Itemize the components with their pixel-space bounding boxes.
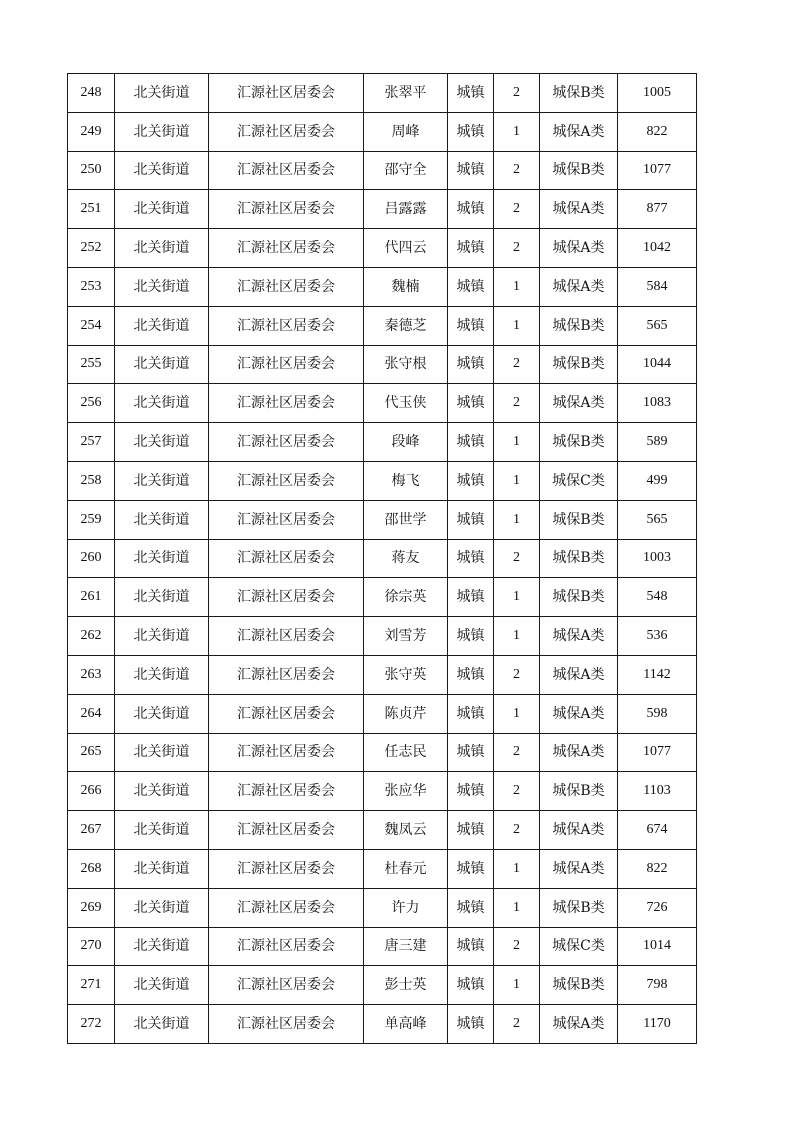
household-size-cell: 2 [494, 811, 540, 850]
row-index-cell: 269 [68, 888, 115, 927]
table-row [68, 229, 697, 268]
category-cell: 城保B类 [540, 423, 618, 462]
community-cell: 汇源社区居委会 [209, 500, 364, 539]
street-cell: 北关街道 [115, 461, 209, 500]
household-size-cell: 2 [494, 655, 540, 694]
row-index-cell: 258 [68, 461, 115, 500]
street-cell: 北关街道 [115, 190, 209, 229]
row-index-cell: 264 [68, 694, 115, 733]
category-cell: 城保B类 [540, 500, 618, 539]
person-name-cell: 许力 [364, 888, 448, 927]
category-cell: 城保A类 [540, 1005, 618, 1044]
row-index-cell: 265 [68, 733, 115, 772]
person-name-cell: 蒋友 [364, 539, 448, 578]
household-type-cell: 城镇 [448, 1005, 494, 1044]
table-row [68, 927, 697, 966]
category-cell: 城保A类 [540, 811, 618, 850]
person-name-cell: 张应华 [364, 772, 448, 811]
street-cell: 北关街道 [115, 74, 209, 113]
person-name-cell: 代四云 [364, 229, 448, 268]
street-cell: 北关街道 [115, 112, 209, 151]
person-name-cell: 徐宗英 [364, 578, 448, 617]
person-name-cell: 代玉侠 [364, 384, 448, 423]
community-cell: 汇源社区居委会 [209, 888, 364, 927]
table-row [68, 539, 697, 578]
category-cell: 城保C类 [540, 461, 618, 500]
household-type-cell: 城镇 [448, 539, 494, 578]
household-size-cell: 2 [494, 229, 540, 268]
household-size-cell: 2 [494, 190, 540, 229]
household-type-cell: 城镇 [448, 267, 494, 306]
category-cell: 城保A类 [540, 267, 618, 306]
community-cell: 汇源社区居委会 [209, 384, 364, 423]
category-cell: 城保B类 [540, 966, 618, 1005]
row-index-cell: 270 [68, 927, 115, 966]
street-cell: 北关街道 [115, 539, 209, 578]
row-index-cell: 257 [68, 423, 115, 462]
household-size-cell: 2 [494, 345, 540, 384]
row-index-cell: 248 [68, 74, 115, 113]
community-cell: 汇源社区居委会 [209, 966, 364, 1005]
row-index-cell: 260 [68, 539, 115, 578]
amount-cell: 589 [618, 423, 697, 462]
amount-cell: 1142 [618, 655, 697, 694]
community-cell: 汇源社区居委会 [209, 74, 364, 113]
row-index-cell: 266 [68, 772, 115, 811]
community-cell: 汇源社区居委会 [209, 461, 364, 500]
household-size-cell: 2 [494, 1005, 540, 1044]
amount-cell: 1103 [618, 772, 697, 811]
street-cell: 北关街道 [115, 694, 209, 733]
category-cell: 城保C类 [540, 927, 618, 966]
street-cell: 北关街道 [115, 1005, 209, 1044]
amount-cell: 584 [618, 267, 697, 306]
amount-cell: 1083 [618, 384, 697, 423]
community-cell: 汇源社区居委会 [209, 306, 364, 345]
household-size-cell: 2 [494, 772, 540, 811]
amount-cell: 1170 [618, 1005, 697, 1044]
household-size-cell: 1 [494, 966, 540, 1005]
household-size-cell: 1 [494, 694, 540, 733]
street-cell: 北关街道 [115, 578, 209, 617]
category-cell: 城保A类 [540, 229, 618, 268]
table-row [68, 655, 697, 694]
street-cell: 北关街道 [115, 849, 209, 888]
amount-cell: 1005 [618, 74, 697, 113]
table-row [68, 190, 697, 229]
table-row [68, 306, 697, 345]
street-cell: 北关街道 [115, 733, 209, 772]
street-cell: 北关街道 [115, 423, 209, 462]
person-name-cell: 梅飞 [364, 461, 448, 500]
person-name-cell: 周峰 [364, 112, 448, 151]
person-name-cell: 陈贞芹 [364, 694, 448, 733]
amount-cell: 798 [618, 966, 697, 1005]
person-name-cell: 张守根 [364, 345, 448, 384]
community-cell: 汇源社区居委会 [209, 733, 364, 772]
household-size-cell: 1 [494, 500, 540, 539]
roster-table [67, 73, 697, 1044]
row-index-cell: 256 [68, 384, 115, 423]
person-name-cell: 邵守全 [364, 151, 448, 190]
person-name-cell: 吕露露 [364, 190, 448, 229]
household-type-cell: 城镇 [448, 655, 494, 694]
community-cell: 汇源社区居委会 [209, 617, 364, 656]
household-type-cell: 城镇 [448, 888, 494, 927]
household-size-cell: 1 [494, 578, 540, 617]
community-cell: 汇源社区居委会 [209, 423, 364, 462]
amount-cell: 1077 [618, 733, 697, 772]
community-cell: 汇源社区居委会 [209, 927, 364, 966]
person-name-cell: 任志民 [364, 733, 448, 772]
table-row [68, 811, 697, 850]
community-cell: 汇源社区居委会 [209, 578, 364, 617]
household-type-cell: 城镇 [448, 811, 494, 850]
household-type-cell: 城镇 [448, 229, 494, 268]
household-size-cell: 2 [494, 539, 540, 578]
community-cell: 汇源社区居委会 [209, 345, 364, 384]
row-index-cell: 271 [68, 966, 115, 1005]
amount-cell: 1003 [618, 539, 697, 578]
household-size-cell: 1 [494, 888, 540, 927]
amount-cell: 674 [618, 811, 697, 850]
category-cell: 城保B类 [540, 888, 618, 927]
person-name-cell: 杜春元 [364, 849, 448, 888]
amount-cell: 822 [618, 849, 697, 888]
category-cell: 城保A类 [540, 655, 618, 694]
row-index-cell: 249 [68, 112, 115, 151]
household-size-cell: 2 [494, 927, 540, 966]
row-index-cell: 255 [68, 345, 115, 384]
table-row [68, 151, 697, 190]
row-index-cell: 262 [68, 617, 115, 656]
row-index-cell: 263 [68, 655, 115, 694]
person-name-cell: 魏楠 [364, 267, 448, 306]
person-name-cell: 彭士英 [364, 966, 448, 1005]
household-size-cell: 1 [494, 306, 540, 345]
row-index-cell: 252 [68, 229, 115, 268]
category-cell: 城保A类 [540, 694, 618, 733]
household-size-cell: 1 [494, 423, 540, 462]
household-size-cell: 1 [494, 617, 540, 656]
amount-cell: 822 [618, 112, 697, 151]
table-row [68, 461, 697, 500]
community-cell: 汇源社区居委会 [209, 811, 364, 850]
category-cell: 城保A类 [540, 384, 618, 423]
table-row [68, 74, 697, 113]
household-type-cell: 城镇 [448, 927, 494, 966]
table-row [68, 966, 697, 1005]
table-row [68, 500, 697, 539]
table-row [68, 733, 697, 772]
household-size-cell: 1 [494, 112, 540, 151]
amount-cell: 726 [618, 888, 697, 927]
row-index-cell: 259 [68, 500, 115, 539]
street-cell: 北关街道 [115, 267, 209, 306]
community-cell: 汇源社区居委会 [209, 772, 364, 811]
category-cell: 城保A类 [540, 112, 618, 151]
street-cell: 北关街道 [115, 306, 209, 345]
household-size-cell: 2 [494, 384, 540, 423]
category-cell: 城保A类 [540, 849, 618, 888]
household-type-cell: 城镇 [448, 151, 494, 190]
household-type-cell: 城镇 [448, 190, 494, 229]
household-type-cell: 城镇 [448, 306, 494, 345]
household-type-cell: 城镇 [448, 849, 494, 888]
household-type-cell: 城镇 [448, 384, 494, 423]
household-type-cell: 城镇 [448, 617, 494, 656]
person-name-cell: 单高峰 [364, 1005, 448, 1044]
street-cell: 北关街道 [115, 229, 209, 268]
person-name-cell: 段峰 [364, 423, 448, 462]
community-cell: 汇源社区居委会 [209, 112, 364, 151]
community-cell: 汇源社区居委会 [209, 267, 364, 306]
person-name-cell: 唐三建 [364, 927, 448, 966]
street-cell: 北关街道 [115, 927, 209, 966]
amount-cell: 1042 [618, 229, 697, 268]
amount-cell: 1044 [618, 345, 697, 384]
row-index-cell: 267 [68, 811, 115, 850]
table-row [68, 345, 697, 384]
roster-table-body [68, 74, 697, 1044]
category-cell: 城保B类 [540, 578, 618, 617]
amount-cell: 548 [618, 578, 697, 617]
street-cell: 北关街道 [115, 811, 209, 850]
category-cell: 城保B类 [540, 345, 618, 384]
community-cell: 汇源社区居委会 [209, 539, 364, 578]
row-index-cell: 253 [68, 267, 115, 306]
amount-cell: 1014 [618, 927, 697, 966]
table-row [68, 617, 697, 656]
table-row [68, 694, 697, 733]
household-type-cell: 城镇 [448, 112, 494, 151]
amount-cell: 565 [618, 500, 697, 539]
household-type-cell: 城镇 [448, 423, 494, 462]
community-cell: 汇源社区居委会 [209, 190, 364, 229]
household-type-cell: 城镇 [448, 74, 494, 113]
community-cell: 汇源社区居委会 [209, 655, 364, 694]
household-size-cell: 2 [494, 151, 540, 190]
person-name-cell: 魏凤云 [364, 811, 448, 850]
street-cell: 北关街道 [115, 345, 209, 384]
community-cell: 汇源社区居委会 [209, 229, 364, 268]
community-cell: 汇源社区居委会 [209, 849, 364, 888]
person-name-cell: 刘雪芳 [364, 617, 448, 656]
street-cell: 北关街道 [115, 384, 209, 423]
household-size-cell: 1 [494, 461, 540, 500]
household-type-cell: 城镇 [448, 772, 494, 811]
household-type-cell: 城镇 [448, 500, 494, 539]
table-row [68, 772, 697, 811]
community-cell: 汇源社区居委会 [209, 694, 364, 733]
household-type-cell: 城镇 [448, 733, 494, 772]
table-row [68, 267, 697, 306]
category-cell: 城保B类 [540, 772, 618, 811]
table-row [68, 112, 697, 151]
household-size-cell: 2 [494, 74, 540, 113]
household-size-cell: 1 [494, 267, 540, 306]
amount-cell: 536 [618, 617, 697, 656]
street-cell: 北关街道 [115, 655, 209, 694]
category-cell: 城保B类 [540, 539, 618, 578]
category-cell: 城保A类 [540, 617, 618, 656]
category-cell: 城保A类 [540, 190, 618, 229]
amount-cell: 877 [618, 190, 697, 229]
amount-cell: 565 [618, 306, 697, 345]
household-type-cell: 城镇 [448, 966, 494, 1005]
table-row [68, 578, 697, 617]
household-size-cell: 2 [494, 733, 540, 772]
person-name-cell: 张翠平 [364, 74, 448, 113]
street-cell: 北关街道 [115, 151, 209, 190]
community-cell: 汇源社区居委会 [209, 1005, 364, 1044]
street-cell: 北关街道 [115, 888, 209, 927]
street-cell: 北关街道 [115, 617, 209, 656]
row-index-cell: 261 [68, 578, 115, 617]
table-row [68, 1005, 697, 1044]
category-cell: 城保A类 [540, 733, 618, 772]
row-index-cell: 272 [68, 1005, 115, 1044]
row-index-cell: 254 [68, 306, 115, 345]
table-row [68, 384, 697, 423]
household-type-cell: 城镇 [448, 345, 494, 384]
household-type-cell: 城镇 [448, 461, 494, 500]
row-index-cell: 251 [68, 190, 115, 229]
amount-cell: 598 [618, 694, 697, 733]
table-row [68, 888, 697, 927]
person-name-cell: 邵世学 [364, 500, 448, 539]
community-cell: 汇源社区居委会 [209, 151, 364, 190]
category-cell: 城保B类 [540, 74, 618, 113]
category-cell: 城保B类 [540, 306, 618, 345]
row-index-cell: 268 [68, 849, 115, 888]
amount-cell: 499 [618, 461, 697, 500]
amount-cell: 1077 [618, 151, 697, 190]
person-name-cell: 秦德芝 [364, 306, 448, 345]
category-cell: 城保B类 [540, 151, 618, 190]
row-index-cell: 250 [68, 151, 115, 190]
street-cell: 北关街道 [115, 966, 209, 1005]
household-size-cell: 1 [494, 849, 540, 888]
table-row [68, 849, 697, 888]
table-row [68, 423, 697, 462]
person-name-cell: 张守英 [364, 655, 448, 694]
street-cell: 北关街道 [115, 500, 209, 539]
household-type-cell: 城镇 [448, 694, 494, 733]
household-type-cell: 城镇 [448, 578, 494, 617]
street-cell: 北关街道 [115, 772, 209, 811]
